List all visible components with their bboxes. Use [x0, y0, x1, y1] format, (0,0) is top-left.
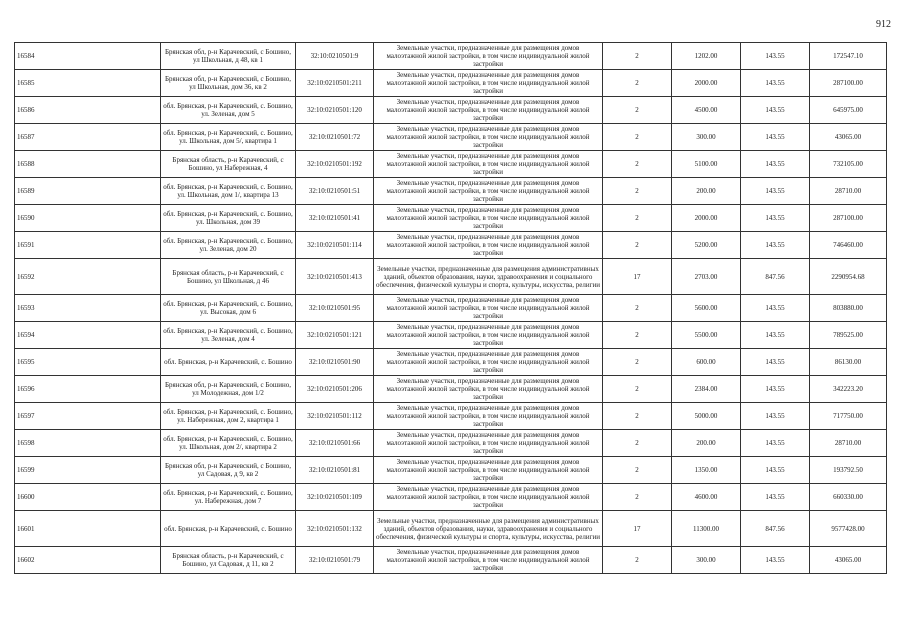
group-cell: 2: [603, 430, 672, 457]
cadastral-value-cell: 803880.00: [810, 295, 887, 322]
address-cell: Брянская обл, р-н Карачевский, с Бошино, ул Молодежная, дом 1/2: [161, 376, 296, 403]
specific-value-cell: 143.55: [741, 205, 810, 232]
cadastral-value-cell: 660330.00: [810, 484, 887, 511]
area-cell: 600.00: [672, 349, 741, 376]
cadastral-value-cell: 645975.00: [810, 97, 887, 124]
cadastral-value-cell: 86130.00: [810, 349, 887, 376]
row-number: 16594: [15, 322, 161, 349]
area-cell: 300.00: [672, 124, 741, 151]
group-cell: 2: [603, 70, 672, 97]
address-cell: обл. Брянская, р-н Карачевский, с. Бошино, ул. Школьная, дом 1/, квартира 13: [161, 178, 296, 205]
land-use-cell: Земельные участки, предназначенные для размещения домов малоэтажной жилой застройки, в том числе индивидуальной жилой застройки: [374, 124, 603, 151]
cadastral-number-cell: 32:10:0210501:66: [296, 430, 374, 457]
land-use-cell: Земельные участки, предназначенные для размещения административных зданий, объектов образования, науки, здравоохранения и социального обеспечения, физической культуры и спорта, культуры, искусства, религии: [374, 511, 603, 547]
land-use-cell: Земельные участки, предназначенные для размещения домов малоэтажной жилой застройки, в том числе индивидуальной жилой застройки: [374, 232, 603, 259]
address-cell: Брянская обл, р-н Карачевский, с Бошино, ул Школьная, дом 36, кв 2: [161, 70, 296, 97]
table-row: [15, 376, 887, 403]
specific-value-cell: 847.56: [741, 511, 810, 547]
group-cell: 2: [603, 322, 672, 349]
row-number: 16586: [15, 97, 161, 124]
area-cell: 2384.00: [672, 376, 741, 403]
row-number: 16593: [15, 295, 161, 322]
specific-value-cell: 143.55: [741, 43, 810, 70]
page-number: 912: [876, 19, 891, 30]
group-cell: 2: [603, 349, 672, 376]
table-row: [15, 457, 887, 484]
specific-value-cell: 143.55: [741, 547, 810, 574]
specific-value-cell: 143.55: [741, 70, 810, 97]
address-cell: Брянская область, р-н Карачевский, с Бошино, ул Набережная, 4: [161, 151, 296, 178]
table-row: [15, 205, 887, 232]
specific-value-cell: 143.55: [741, 178, 810, 205]
table-row: [15, 70, 887, 97]
land-use-cell: Земельные участки, предназначенные для размещения административных зданий, объектов образования, науки, здравоохранения и социального обеспечения, физической культуры и спорта, культуры, искусства, религии: [374, 259, 603, 295]
group-cell: 17: [603, 259, 672, 295]
row-number: 16585: [15, 70, 161, 97]
group-cell: 2: [603, 97, 672, 124]
cadastral-number-cell: 32:10:0210501:90: [296, 349, 374, 376]
group-cell: 2: [603, 376, 672, 403]
land-use-cell: Земельные участки, предназначенные для размещения домов малоэтажной жилой застройки, в том числе индивидуальной жилой застройки: [374, 322, 603, 349]
area-cell: 5600.00: [672, 295, 741, 322]
cadastral-number-cell: 32:10:0210501:112: [296, 403, 374, 430]
specific-value-cell: 143.55: [741, 484, 810, 511]
area-cell: 2703.00: [672, 259, 741, 295]
land-use-cell: Земельные участки, предназначенные для размещения домов малоэтажной жилой застройки, в том числе индивидуальной жилой застройки: [374, 151, 603, 178]
address-cell: обл. Брянская, р-н Карачевский, с. Бошино: [161, 511, 296, 547]
group-cell: 2: [603, 178, 672, 205]
row-number: 16584: [15, 43, 161, 70]
cadastral-value-cell: 717750.00: [810, 403, 887, 430]
row-number: 16596: [15, 376, 161, 403]
cadastral-number-cell: 32:10:0210501:211: [296, 70, 374, 97]
specific-value-cell: 847.56: [741, 259, 810, 295]
specific-value-cell: 143.55: [741, 457, 810, 484]
cadastral-number-cell: 32:10:0210501:79: [296, 547, 374, 574]
cadastral-number-cell: 32:10:0210501:114: [296, 232, 374, 259]
group-cell: 2: [603, 205, 672, 232]
area-cell: 2000.00: [672, 205, 741, 232]
table-row: [15, 259, 887, 295]
row-number: 16601: [15, 511, 161, 547]
area-cell: 5000.00: [672, 403, 741, 430]
cadastral-value-cell: 28710.00: [810, 178, 887, 205]
cadastral-number-cell: 32:10:0210501:121: [296, 322, 374, 349]
area-cell: 5100.00: [672, 151, 741, 178]
table-row: [15, 403, 887, 430]
specific-value-cell: 143.55: [741, 124, 810, 151]
address-cell: обл. Брянская, р-н Карачевский, с. Бошино, ул. Зеленая, дом 4: [161, 322, 296, 349]
cadastral-value-cell: 342223.20: [810, 376, 887, 403]
cadastral-value-cell: 43065.00: [810, 547, 887, 574]
cadastral-value-cell: 9577428.00: [810, 511, 887, 547]
specific-value-cell: 143.55: [741, 151, 810, 178]
address-cell: обл. Брянская, р-н Карачевский, с. Бошино, ул. Школьная, дом 5/, квартира 1: [161, 124, 296, 151]
specific-value-cell: 143.55: [741, 376, 810, 403]
address-cell: обл. Брянская, р-н Карачевский, с. Бошино, ул. Набережная, дом 7: [161, 484, 296, 511]
group-cell: 2: [603, 457, 672, 484]
cadastral-value-cell: 2290954.68: [810, 259, 887, 295]
cadastral-value-cell: 789525.00: [810, 322, 887, 349]
address-cell: обл. Брянская, р-н Карачевский, с. Бошино, ул. Зеленая, дом 20: [161, 232, 296, 259]
cadastral-number-cell: 32:10:0210501:192: [296, 151, 374, 178]
land-use-cell: Земельные участки, предназначенные для размещения домов малоэтажной жилой застройки, в том числе индивидуальной жилой застройки: [374, 457, 603, 484]
land-use-cell: Земельные участки, предназначенные для размещения домов малоэтажной жилой застройки, в том числе индивидуальной жилой застройки: [374, 430, 603, 457]
cadastral-number-cell: 32:10:0210501:413: [296, 259, 374, 295]
address-cell: Брянская обл, р-н Карачевский, с Бошино, ул Школьная, д 48, кв 1: [161, 43, 296, 70]
cadastral-number-cell: 32:10:0210501:132: [296, 511, 374, 547]
address-cell: обл. Брянская, р-н Карачевский, с. Бошино, ул. Школьная, дом 39: [161, 205, 296, 232]
row-number: 16599: [15, 457, 161, 484]
cadastral-value-table: [14, 42, 887, 574]
land-use-cell: Земельные участки, предназначенные для размещения домов малоэтажной жилой застройки, в том числе индивидуальной жилой застройки: [374, 205, 603, 232]
table-body: [15, 43, 887, 574]
cadastral-value-cell: 746460.00: [810, 232, 887, 259]
table-row: [15, 232, 887, 259]
cadastral-number-cell: 32:10:0210501:81: [296, 457, 374, 484]
row-number: 16587: [15, 124, 161, 151]
cadastral-number-cell: 32:10:0210501:72: [296, 124, 374, 151]
table-row: [15, 178, 887, 205]
area-cell: 200.00: [672, 430, 741, 457]
land-use-cell: Земельные участки, предназначенные для размещения домов малоэтажной жилой застройки, в том числе индивидуальной жилой застройки: [374, 295, 603, 322]
specific-value-cell: 143.55: [741, 349, 810, 376]
address-cell: обл. Брянская, р-н Карачевский, с. Бошино, ул. Школьная, дом 2/, квартира 2: [161, 430, 296, 457]
row-number: 16591: [15, 232, 161, 259]
land-use-cell: Земельные участки, предназначенные для размещения домов малоэтажной жилой застройки, в том числе индивидуальной жилой застройки: [374, 43, 603, 70]
area-cell: 200.00: [672, 178, 741, 205]
row-number: 16602: [15, 547, 161, 574]
table-row: [15, 547, 887, 574]
group-cell: 2: [603, 151, 672, 178]
cadastral-value-cell: 287100.00: [810, 205, 887, 232]
row-number: 16589: [15, 178, 161, 205]
cadastral-value-cell: 43065.00: [810, 124, 887, 151]
address-cell: Брянская обл, р-н Карачевский, с Бошино, ул Садовая, д 9, кв 2: [161, 457, 296, 484]
address-cell: Брянская область, р-н Карачевский, с Бошино, ул Садовая, д 11, кв 2: [161, 547, 296, 574]
specific-value-cell: 143.55: [741, 232, 810, 259]
land-use-cell: Земельные участки, предназначенные для размещения домов малоэтажной жилой застройки, в том числе индивидуальной жилой застройки: [374, 178, 603, 205]
table-row: [15, 484, 887, 511]
specific-value-cell: 143.55: [741, 403, 810, 430]
land-use-cell: Земельные участки, предназначенные для размещения домов малоэтажной жилой застройки, в том числе индивидуальной жилой застройки: [374, 70, 603, 97]
area-cell: 300.00: [672, 547, 741, 574]
address-cell: обл. Брянская, р-н Карачевский, с. Бошино, ул. Набережная, дом 2, квартира 1: [161, 403, 296, 430]
group-cell: 2: [603, 232, 672, 259]
land-use-cell: Земельные участки, предназначенные для размещения домов малоэтажной жилой застройки, в том числе индивидуальной жилой застройки: [374, 403, 603, 430]
group-cell: 2: [603, 43, 672, 70]
address-cell: обл. Брянская, р-н Карачевский, с. Бошино, ул. Высокая, дом 6: [161, 295, 296, 322]
table-row: [15, 295, 887, 322]
table-row: [15, 43, 887, 70]
address-cell: обл. Брянская, р-н Карачевский, с. Бошино: [161, 349, 296, 376]
table-row: [15, 151, 887, 178]
cadastral-value-cell: 732105.00: [810, 151, 887, 178]
row-number: 16595: [15, 349, 161, 376]
group-cell: 17: [603, 511, 672, 547]
cadastral-number-cell: 32:10:0210501:9: [296, 43, 374, 70]
land-use-cell: Земельные участки, предназначенные для размещения домов малоэтажной жилой застройки, в том числе индивидуальной жилой застройки: [374, 349, 603, 376]
area-cell: 2000.00: [672, 70, 741, 97]
cadastral-value-cell: 193792.50: [810, 457, 887, 484]
row-number: 16588: [15, 151, 161, 178]
area-cell: 4600.00: [672, 484, 741, 511]
specific-value-cell: 143.55: [741, 322, 810, 349]
land-use-cell: Земельные участки, предназначенные для размещения домов малоэтажной жилой застройки, в том числе индивидуальной жилой застройки: [374, 376, 603, 403]
area-cell: 1350.00: [672, 457, 741, 484]
area-cell: 5500.00: [672, 322, 741, 349]
row-number: 16598: [15, 430, 161, 457]
table-row: [15, 322, 887, 349]
group-cell: 2: [603, 547, 672, 574]
cadastral-number-cell: 32:10:0210501:109: [296, 484, 374, 511]
land-use-cell: Земельные участки, предназначенные для размещения домов малоэтажной жилой застройки, в том числе индивидуальной жилой застройки: [374, 484, 603, 511]
cadastral-value-cell: 172547.10: [810, 43, 887, 70]
cadastral-number-cell: 32:10:0210501:41: [296, 205, 374, 232]
cadastral-number-cell: 32:10:0210501:206: [296, 376, 374, 403]
land-use-cell: Земельные участки, предназначенные для размещения домов малоэтажной жилой застройки, в том числе индивидуальной жилой застройки: [374, 547, 603, 574]
address-cell: Брянская область, р-н Карачевский, с Бошино, ул Школьная, д 46: [161, 259, 296, 295]
cadastral-number-cell: 32:10:0210501:51: [296, 178, 374, 205]
group-cell: 2: [603, 403, 672, 430]
specific-value-cell: 143.55: [741, 430, 810, 457]
row-number: 16590: [15, 205, 161, 232]
cadastral-value-cell: 28710.00: [810, 430, 887, 457]
cadastral-number-cell: 32:10:0210501:95: [296, 295, 374, 322]
group-cell: 2: [603, 124, 672, 151]
land-use-cell: Земельные участки, предназначенные для размещения домов малоэтажной жилой застройки, в том числе индивидуальной жилой застройки: [374, 97, 603, 124]
group-cell: 2: [603, 484, 672, 511]
specific-value-cell: 143.55: [741, 295, 810, 322]
table-row: [15, 349, 887, 376]
table-row: [15, 430, 887, 457]
area-cell: 11300.00: [672, 511, 741, 547]
group-cell: 2: [603, 295, 672, 322]
area-cell: 5200.00: [672, 232, 741, 259]
address-cell: обл. Брянская, р-н Карачевский, с. Бошино, ул. Зеленая, дом 5: [161, 97, 296, 124]
area-cell: 1202.00: [672, 43, 741, 70]
cadastral-number-cell: 32:10:0210501:120: [296, 97, 374, 124]
row-number: 16600: [15, 484, 161, 511]
specific-value-cell: 143.55: [741, 97, 810, 124]
table-row: [15, 511, 887, 547]
cadastral-value-cell: 287100.00: [810, 70, 887, 97]
row-number: 16597: [15, 403, 161, 430]
row-number: 16592: [15, 259, 161, 295]
table-row: [15, 124, 887, 151]
table-row: [15, 97, 887, 124]
area-cell: 4500.00: [672, 97, 741, 124]
